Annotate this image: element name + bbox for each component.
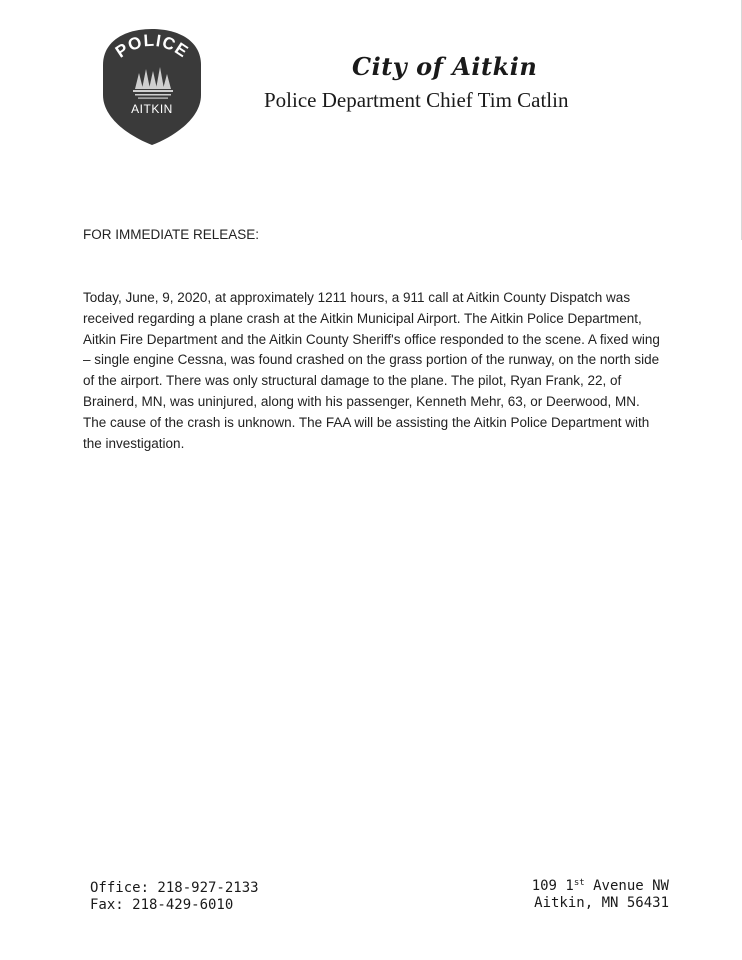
city-state-zip: Aitkin, MN 56431 bbox=[534, 895, 669, 911]
footer-contact bbox=[90, 880, 259, 914]
office-phone: Office: 218-927-2133 bbox=[90, 880, 259, 896]
police-badge-logo bbox=[101, 27, 203, 147]
footer-address bbox=[532, 878, 669, 912]
release-label: FOR IMMEDIATE RELEASE: bbox=[83, 227, 260, 242]
badge-bottom-text: AITKIN bbox=[131, 102, 173, 116]
department-heading: Police Department Chief Tim Catlin bbox=[264, 88, 569, 112]
press-release-body: Today, June, 9, 2020, at approximately 1211 hours, a 911 call at Aitkin County Dispatch was received regarding a plane crash at the Aitkin Municipal Airport. The Aitkin Police Department, Aitkin Fire Department and the Aitkin County Sheriff's office responded to the scene. A fixed wing – single engine Cessna, was found crashed on the grass portion of the runway, on the north side of the airport. There was only structural damage to the plane. The pilot, Ryan Frank, 22, of Brainerd, MN, was uninjured, along with his passenger, Kenneth Mehr, 63, or Deerwood, MN. The cause of the crash is unknown. The FAA will be assisting the Aitkin Police Department with the investigation. bbox=[83, 290, 660, 451]
street-address bbox=[532, 878, 669, 895]
address-suffix: st bbox=[573, 878, 585, 888]
badge-top-text: POLICE bbox=[111, 30, 193, 62]
address-number: 109 1 bbox=[531, 878, 574, 894]
address-street: Avenue NW bbox=[584, 878, 669, 894]
city-name: City of Aitkin bbox=[352, 52, 538, 81]
fax-number: Fax: 218-429-6010 bbox=[90, 897, 234, 913]
